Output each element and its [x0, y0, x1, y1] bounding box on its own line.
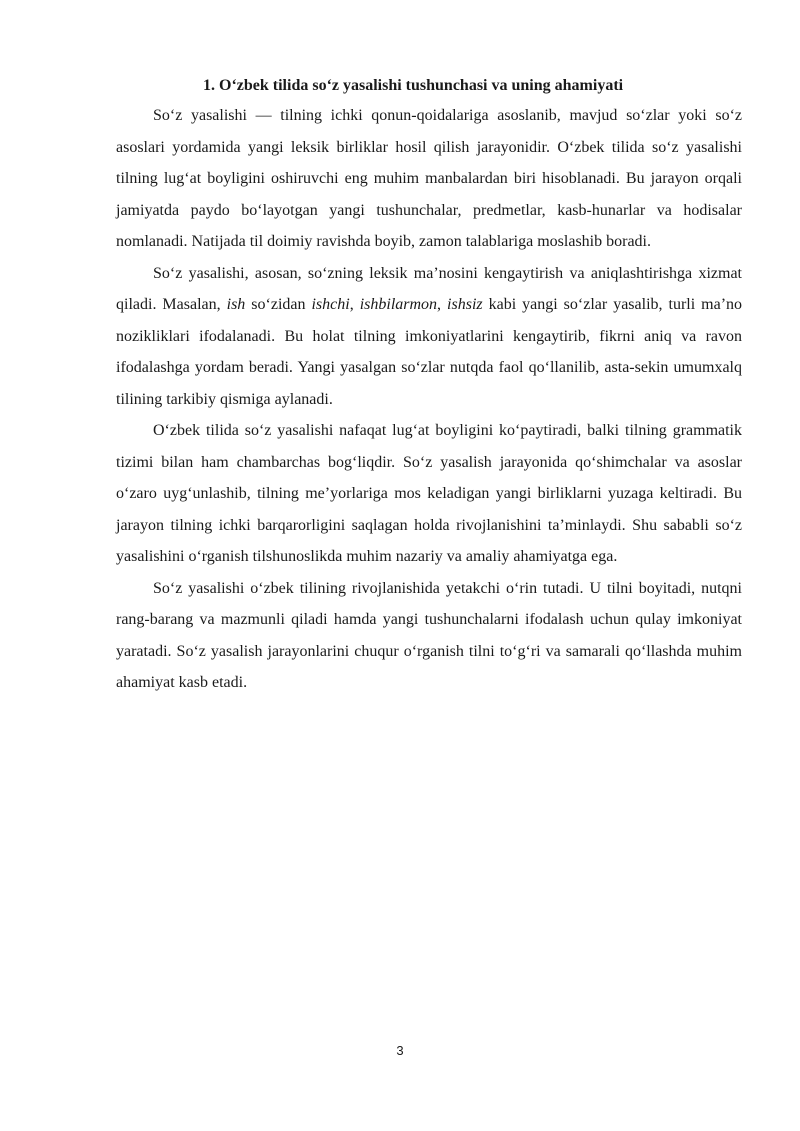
paragraph-2-text-4: ,	[437, 296, 448, 313]
paragraph-4: Soʻz yasalishi oʻzbek tilining rivojlanishida yetakchi oʻrin tutadi. U tilni boyitadi, nutqni rang-barang va mazmunli qiladi hamda yangi tushunchalarni ifodalash uchun qulay imkoniyat yaratadi. Soʻz yasalish jarayonlarini chuqur oʻrganish tilni toʻgʻri va samarali qoʻllashda muhim ahamiyat kasb etadi.	[116, 579, 742, 691]
example-word-ishchi: ishchi	[311, 296, 350, 313]
paragraph-2-text-3: ,	[349, 296, 360, 313]
page-number: 3	[396, 1043, 404, 1058]
paragraph-2-text-2: soʻzidan	[245, 296, 312, 313]
paragraph-2-text-1: Soʻz yasalishi, asosan, soʻzning leksik ma’nosini kengaytirish va aniqlashtirishga xizmat qiladi. Masalan,	[116, 264, 742, 313]
paragraph-2-text-5: kabi yangi soʻzlar yasalib, turli ma’no nozikliklari ifodalanadi. Bu holat tilning imkoniyatlarini kengaytirib, fikrni aniq va ravon ifodalashga yordam beradi. Yangi yasalgan soʻzlar nutqda faol qoʻllanilib, asta-sekin umumxalq tilining tarkibiy qismiga aylanadi.	[116, 296, 743, 408]
paragraph-2	[116, 258, 742, 416]
section-heading: 1. Oʻzbek tilida soʻz yasalishi tushunchasi va uning ahamiyati	[203, 77, 624, 94]
example-word-ishbilarmon: ishbilarmon	[359, 296, 438, 313]
paragraph-1: Soʻz yasalishi — tilning ichki qonun-qoidalariga asoslanib, mavjud soʻzlar yoki soʻz asoslari yordamida yangi leksik birliklar hosil qilish jarayonidir. Oʻzbek tilida soʻz yasalishi tilning lugʻat boyligini oshiruvchi eng muhim manbalardan biri hisoblanadi. Bu jarayon orqali jamiyatda paydo boʻlayotgan yangi tushunchalar, predmetlar, kasb-hunarlar va hodisalar nomlanadi. Natijada til doimiy ravishda boyib, zamon talablariga moslashib boradi.	[116, 107, 742, 250]
example-word-ishsiz: ishsiz	[447, 296, 483, 313]
paragraph-3: Oʻzbek tilida soʻz yasalishi nafaqat lugʻat boyligini koʻpaytiradi, balki tilning grammatik tizimi bilan ham chambarchas bogʻliqdir. Soʻz yasalish jarayonida qoʻshimchalar va asoslar oʻzaro uygʻunlashib, tilning me’yorlariga mos keladigan yangi birliklarni yuzaga keltiradi. Bu jarayon tilning ichki barqarorligini saqlagan holda rivojlanishini ta’minlaydi. Shu sababli soʻz yasalishini oʻrganish tilshunoslikda muhim nazariy va amaliy ahamiyatga ega.	[116, 422, 742, 565]
page-content	[116, 72, 742, 699]
example-word-ish: ish	[226, 296, 246, 313]
